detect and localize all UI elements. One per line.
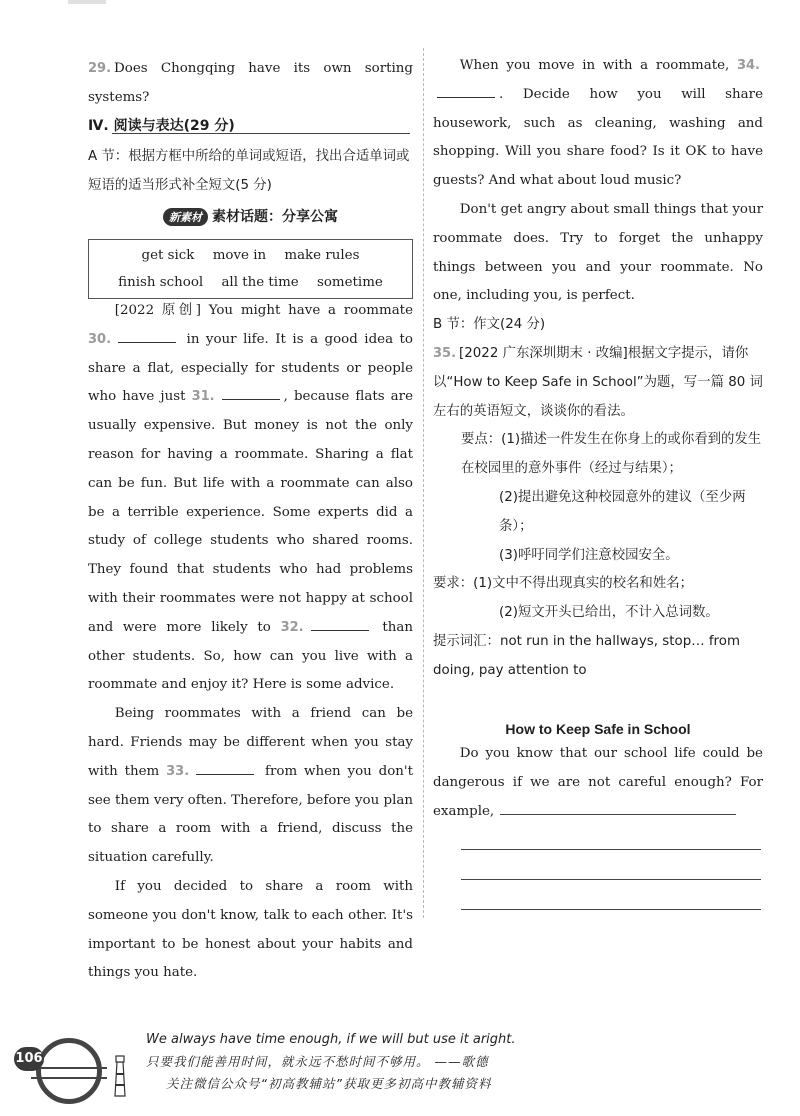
passage-paragraph-3: If you decided to share a room with someone you don't know, talk to each other. It's important to be honest about your habits and things you hate.: [88, 878, 413, 981]
lighthouse-icon: [112, 1054, 128, 1098]
top-edge-mark: [68, 0, 106, 4]
part-b-title: B 节：作文(24 分): [433, 317, 546, 332]
topic-text: 素材话题：分享公寓: [212, 209, 338, 225]
hint-vocabulary: 提示词汇：not run in the hallways, stop… from doing, pay attention to: [433, 633, 741, 678]
key-points: 要点：(1)描述一件发生在你身上的或你看到的发生在校园里的意外事件（经过与结果）；: [461, 432, 762, 477]
question-number: 35.: [433, 346, 457, 361]
requirement-2: (2)短文开头已给出，不计入总词数。: [499, 605, 719, 621]
ship-wheel-icon: [36, 1038, 102, 1104]
passage-paragraph-1: [2022 原创] You might have a roommate 30. in your life. It is a good idea to share a flat, especially for students or people who have just 31. , because flats are usually expensive. But money is not the only reason for having a roommate. Sharing a flat can be fun. But life with a roommate can also be a terrible experience. Some experts did a study of college students who shared rooms. They found that students who had problems with their roommates were not happy at school and were more likely to 32. than other students. So, how can you live with a roommate and enjoy it? Here is some advice.: [88, 303, 413, 693]
answer-line[interactable]: [461, 849, 761, 850]
writing-prompt: [2022 广东深圳期末 · 改编]根据文字提示，请你以“How to Keep Safe in School”为题，写一篇 80 词左右的英语短文，谈谈你的看法。: [433, 346, 763, 419]
requirements: 要求：(1)文中不得出现真实的校名和姓名；: [433, 576, 693, 592]
word-option: make rules: [284, 248, 360, 263]
answer-line[interactable]: [461, 879, 761, 880]
blank-number-33: 33.: [166, 763, 190, 779]
word-box-row-2: [89, 269, 412, 296]
essay-area: [433, 740, 763, 910]
passage: [88, 297, 413, 988]
page-footer: [0, 1030, 800, 1116]
blank-number-30: 30.: [88, 331, 112, 347]
blank-30[interactable]: [118, 330, 176, 343]
promo-text: 关注微信公众号“初高教辅站”获取更多初高中教辅资料: [166, 1076, 492, 1091]
passage-paragraph-5: Don't get angry about small things that your roommate does. Try to forget the unhappy things between you and your roommate. No one, including you, is perfect.: [433, 201, 763, 304]
section-4-title: Ⅳ. 阅读与表达(29 分): [88, 118, 235, 134]
motto-english: We always have time enough, if we will but use it aright.: [146, 1032, 516, 1047]
blank-33[interactable]: [196, 762, 254, 775]
word-option: all the time: [221, 275, 299, 290]
word-option: get sick: [141, 248, 195, 263]
question-number: 29.: [88, 61, 112, 76]
blank-32[interactable]: [311, 618, 369, 631]
question-text: Does Chongqing have its own sorting systems?: [88, 61, 413, 105]
part-a-instruction: A 节：根据方框中所给的单词或短语，找出合适单词或短语的适当形式补全短文(5 分): [88, 149, 410, 193]
passage-paragraph-2: Being roommates with a friend can be hard. Friends may be different when you stay with them 33. from when you don't see them very often. Therefore, before you plan to share a room with a friend, discuss the situation carefully.: [88, 706, 413, 866]
word-option: move in: [212, 248, 267, 263]
passage-continued: [433, 52, 763, 311]
word-option: finish school: [118, 275, 204, 290]
word-box-row-1: [89, 242, 412, 269]
word-box: [88, 239, 413, 299]
page-number: 106: [14, 1047, 44, 1071]
key-point-2: (2)提出避免这种校园意外的建议（至少两条）；: [499, 489, 746, 534]
answer-line[interactable]: [461, 909, 761, 910]
answer-line[interactable]: [500, 802, 736, 815]
essay-title: How to Keep Safe in School: [505, 721, 691, 737]
blank-number-34: 34.: [736, 58, 760, 73]
blank-31[interactable]: [222, 387, 280, 400]
blank-number-32: 32.: [280, 619, 304, 635]
passage-paragraph-4: When you move in with a roommate, 34.. Decide how you will share housework, such as cleaning, washing and shopping. Will you share food? Is it OK to have guests? And what about loud music?: [433, 58, 763, 189]
column-divider: [423, 48, 424, 918]
new-material-badge: 新素材: [163, 208, 208, 226]
question-35: [433, 340, 763, 686]
blank-34[interactable]: [437, 85, 495, 98]
word-option: sometime: [316, 275, 383, 290]
blank-number-31: 31.: [191, 389, 215, 405]
topic-heading: [88, 206, 413, 226]
key-point-3: (3)呼吁同学们注意校园安全。: [499, 547, 679, 563]
essay-opening: Do you know that our school life could be dangerous if we are not careful enough? For example,: [433, 746, 763, 819]
motto-chinese: 只要我们能善用时间，就永远不愁时间不够用。 ——歌德: [146, 1054, 489, 1069]
